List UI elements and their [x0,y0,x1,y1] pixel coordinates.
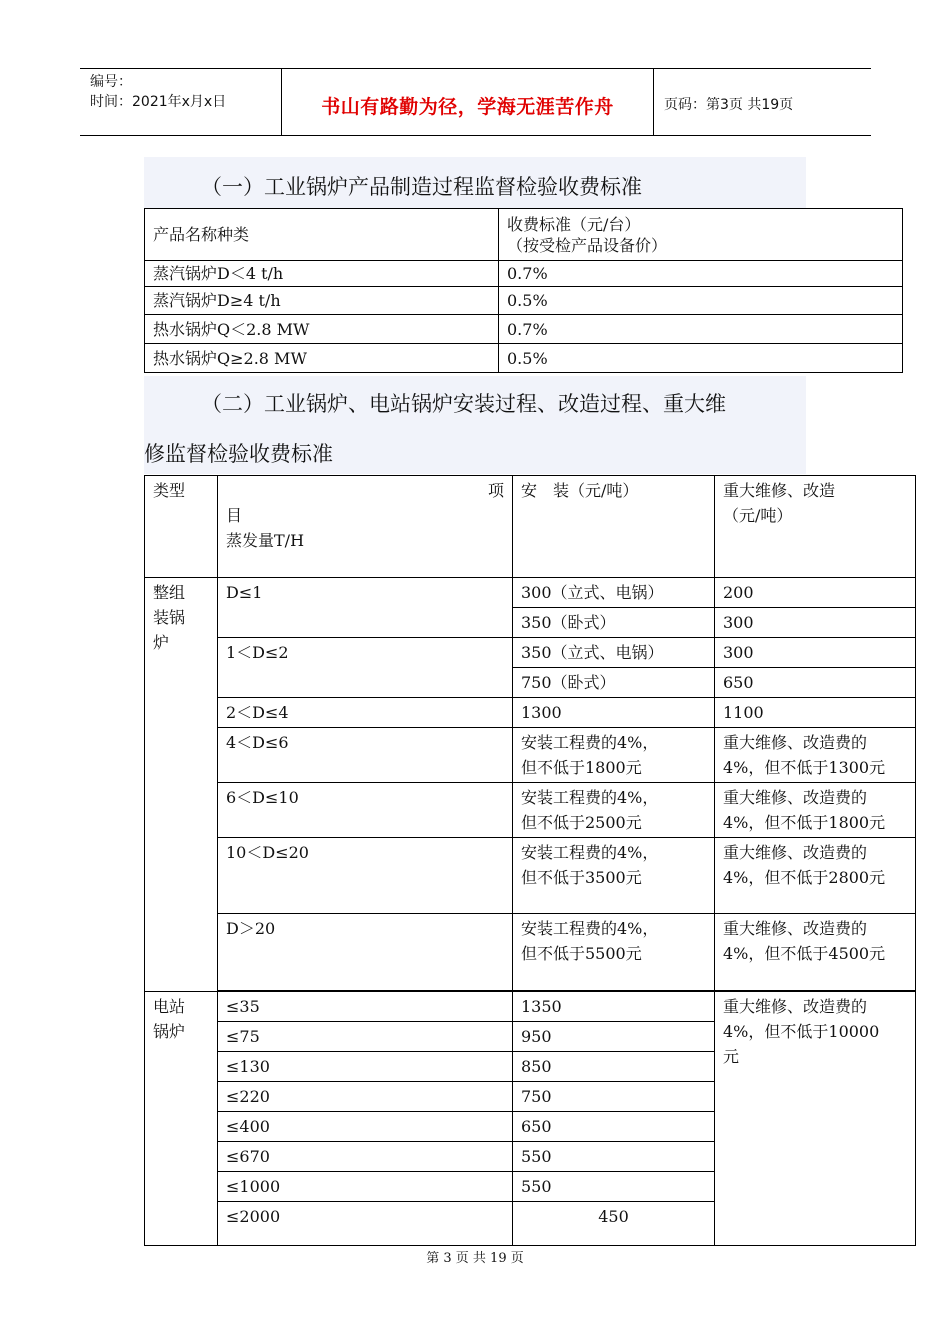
cell: D＞20 [218,914,513,991]
table-header-row [145,476,916,578]
header-cell-item: 项 目 蒸发量T/H [218,476,513,578]
cell: 热水锅炉Q≥2.8 MW [145,344,499,373]
manufacturing-fee-table [144,208,903,373]
header-page-info [654,69,871,135]
cell: 热水锅炉Q＜2.8 MW [145,315,499,344]
motto: 书山有路勤为径，学海无涯苦作舟 [321,95,614,118]
cell: 650 [715,668,916,698]
cell: 350（卧式） [513,608,715,638]
table-row [145,728,916,783]
cell: 1350 [513,992,715,1022]
cell: 1100 [715,698,916,728]
cell: 200 [715,578,916,608]
table-row [145,698,916,728]
cell: 0.5% [499,344,903,373]
table-row [145,668,916,698]
cell: 0.5% [499,287,903,315]
cell: D≤1 [218,578,513,608]
cell [218,668,513,698]
header-cell-type: 类型 [145,476,218,578]
table-header-row [145,209,903,261]
cell: 0.7% [499,261,903,287]
cell: 450 [513,1202,715,1246]
cell: 10＜D≤20 [218,838,513,914]
cell: 1300 [513,698,715,728]
cell: 4＜D≤6 [218,728,513,783]
cell: 重大维修、改造费的 4%，但不低于4500元 [715,914,916,991]
header-motto-cell [282,69,654,135]
type-cell-power-station-boiler: 电站 锅炉 [145,992,218,1246]
cell: 安装工程费的4%， 但不低于5500元 [513,914,715,991]
table-row [145,992,916,1022]
table-row [145,638,916,668]
cell: 750（卧式） [513,668,715,698]
table-row [145,914,916,991]
table-row [145,578,916,608]
cell: 6＜D≤10 [218,783,513,838]
repair-cell-power-station: 重大维修、改造费的 4%，但不低于10000 元 [715,992,916,1246]
table-row [145,608,916,638]
section1-title: （一）工业锅炉产品制造过程监督检验收费标准 [201,175,642,199]
cell: ≤75 [218,1022,513,1052]
cell: 0.7% [499,315,903,344]
section2-title-line2: 修监督检验收费标准 [144,442,333,466]
cell: 650 [513,1112,715,1142]
page-header [80,68,871,136]
section2-title-line1: （二）工业锅炉、电站锅炉安装过程、改造过程、重大维 [201,392,726,416]
table-row [145,838,916,914]
number-label: 编号： [90,74,132,90]
cell [218,608,513,638]
cell: 安装工程费的4%， 但不低于1800元 [513,728,715,783]
header-cell: 收费标准（元/台） （按受检产品设备价） [499,209,903,261]
cell: 550 [513,1172,715,1202]
time-label: 时间：2021年x月x日 [90,94,227,110]
cell: 750 [513,1082,715,1112]
page-info: 页码：第3页 共19页 [664,97,794,113]
cell: 350（立式、电锅） [513,638,715,668]
table-row [145,344,903,373]
cell: 550 [513,1142,715,1172]
cell: ≤400 [218,1112,513,1142]
cell: 300 [715,638,916,668]
table-row [145,261,903,287]
table-row [145,315,903,344]
header-cell-repair: 重大维修、改造 （元/吨） [715,476,916,578]
cell: 重大维修、改造费的 4%，但不低于1800元 [715,783,916,838]
header-cell: 产品名称种类 [145,209,499,261]
header-cell-install: 安 装（元/吨） [513,476,715,578]
cell: 1＜D≤2 [218,638,513,668]
cell: ≤130 [218,1052,513,1082]
cell: 重大维修、改造费的 4%，但不低于2800元 [715,838,916,914]
cell: 300（立式、电锅） [513,578,715,608]
cell: 安装工程费的4%， 但不低于3500元 [513,838,715,914]
cell: 2＜D≤4 [218,698,513,728]
cell: 850 [513,1052,715,1082]
table-row [145,783,916,838]
cell: 安装工程费的4%， 但不低于2500元 [513,783,715,838]
cell: 蒸汽锅炉D＜4 t/h [145,261,499,287]
cell: 300 [715,608,916,638]
table-row [145,287,903,315]
installation-fee-table [144,475,916,1246]
cell: 重大维修、改造费的 4%，但不低于1300元 [715,728,916,783]
cell: ≤670 [218,1142,513,1172]
page-footer: 第 3 页 共 19 页 [426,1251,524,1266]
type-cell-packaged-boiler: 整组 装锅 炉 [145,578,218,992]
cell: ≤1000 [218,1172,513,1202]
header-meta [80,69,282,135]
cell: ≤220 [218,1082,513,1112]
cell: ≤2000 [218,1202,513,1246]
cell: 950 [513,1022,715,1052]
cell: 蒸汽锅炉D≥4 t/h [145,287,499,315]
cell: ≤35 [218,992,513,1022]
